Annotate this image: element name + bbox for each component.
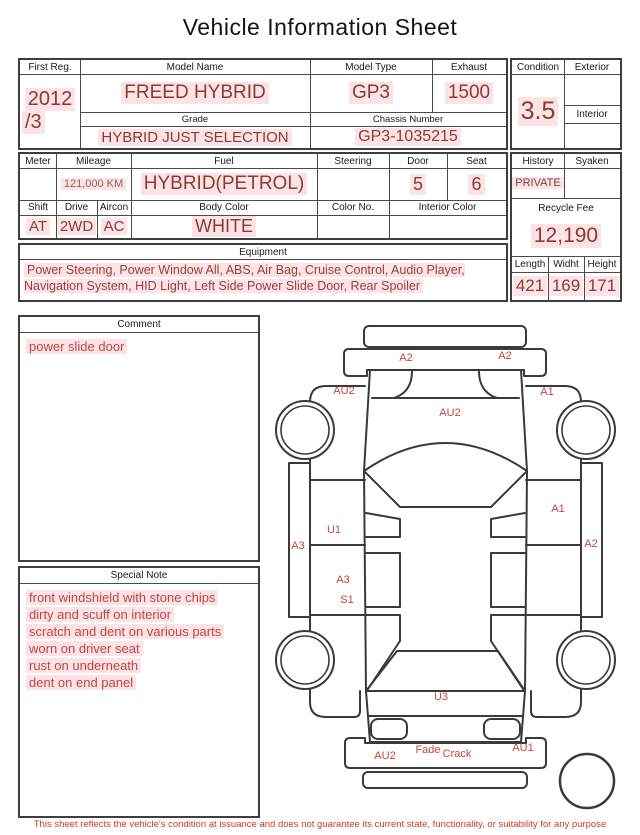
damage-mark: U1 (326, 524, 342, 536)
grade-value: HYBRID JUST SELECTION (80, 126, 310, 148)
special-note-line: front windshield with stone chips (26, 589, 254, 606)
special-note-line: dent on end panel (26, 674, 254, 691)
left-front-window-outline (366, 513, 400, 537)
damage-mark: AU2 (333, 385, 355, 397)
right-quarter-window-outline (491, 615, 525, 692)
model-name-value: FREED HYBRID (80, 74, 310, 112)
drive-label: Drive (64, 202, 89, 213)
page-title: Vehicle Information Sheet (182, 14, 458, 40)
car-damage-diagram (270, 315, 640, 812)
history-fee-table (510, 152, 622, 302)
special-note-box (18, 566, 260, 818)
condition-table (510, 58, 622, 150)
length-label: Length (514, 258, 546, 270)
damage-mark: Fade (415, 744, 441, 756)
height-value: 171 (584, 272, 620, 300)
damage-mark: A3 (291, 540, 305, 552)
chassis-number-value: GP3-1035215 (310, 126, 506, 148)
door-value: 5 (389, 168, 447, 200)
front-left-wheel (276, 401, 334, 459)
condition-value: 3.5 (512, 74, 564, 148)
damage-mark: AU2 (439, 407, 461, 419)
damage-mark: A3 (336, 574, 350, 586)
grid-line (564, 123, 620, 124)
damage-mark: S1 (340, 594, 354, 606)
right-taillight-outline (484, 719, 520, 739)
seat-value: 6 (447, 168, 506, 200)
comment-label: Comment (117, 319, 161, 330)
damage-mark: AU1 (512, 742, 534, 754)
drive-value: 2WD (56, 215, 97, 238)
fuel-label: Fuel (214, 155, 234, 167)
special-note-line: scratch and dent on various parts (26, 623, 254, 640)
model-type-label: Model Type (345, 61, 397, 73)
first-reg-value (20, 74, 80, 148)
windshield-outline (364, 443, 527, 507)
damage-mark: Crack (442, 748, 472, 760)
model-name-label: Model Name (166, 61, 224, 73)
equipment-label: Equipment (239, 246, 287, 258)
aircon-label: Aircon (99, 202, 129, 213)
height-label: Height (587, 258, 617, 270)
history-label: History (522, 155, 554, 167)
left-rear-window-outline (366, 553, 400, 607)
special-note-label: Special Note (110, 570, 168, 581)
comment-box (18, 315, 260, 562)
grid-line (20, 332, 258, 333)
recycle-fee-value: 12,190 (512, 216, 620, 256)
exhaust-label: Exhaust (450, 61, 488, 73)
damage-mark: A2 (584, 538, 598, 550)
mileage-value: 121,000 KM (56, 168, 131, 200)
special-note-line: worn on driver seat (26, 640, 254, 657)
rear-right-wheel (557, 631, 615, 689)
right-front-window-outline (491, 513, 525, 537)
special-note-line: rust on underneath (26, 657, 254, 674)
damage-mark: A1 (540, 386, 554, 398)
recycle-fee-label: Recycle Fee (538, 202, 594, 214)
spare-tire-outline (560, 754, 614, 808)
first-reg-month: /3 (22, 111, 45, 134)
grade-label: Grade (181, 113, 209, 125)
details-table (18, 152, 508, 240)
special-note-line: dirty and scuff on interior (26, 606, 254, 623)
rear-lower-strip-outline (363, 772, 527, 788)
damage-mark: U3 (433, 691, 449, 703)
interior-label: Interior (576, 108, 608, 120)
right-rear-window-outline (491, 553, 525, 607)
comment-text: power slide door (26, 338, 127, 355)
door-label: Door (407, 155, 429, 167)
first-reg-label: First Reg. (28, 61, 72, 73)
width-value: 169 (548, 272, 584, 300)
damage-mark: AU2 (374, 750, 396, 762)
exterior-label: Exterior (574, 61, 610, 73)
length-value: 421 (512, 272, 548, 300)
equipment-text: Power Steering, Power Window All, ABS, Air Bag, Cruise Control, Audio Player, Navigation System, HID Light, Left Side Power Slide Door, Rear Spoiler (24, 263, 465, 293)
shift-value: AT (20, 215, 56, 238)
mileage-label: Mileage (75, 155, 112, 167)
left-taillight-outline (371, 719, 407, 739)
interior-color-label: Interior Color (418, 202, 477, 213)
grid-line (20, 583, 258, 584)
disclaimer-text: This sheet reflects the vehicle's condition at issuance and does not guarantee its current state, functionality, or suitability for any purpose (33, 819, 607, 830)
chassis-number-label: Chassis Number (372, 113, 444, 125)
first-reg-year: 2012 (25, 88, 76, 111)
syaken-label: Syaken (575, 155, 609, 167)
special-note-text (26, 589, 254, 691)
body-color-value: WHITE (131, 215, 317, 238)
steering-label: Steering (334, 155, 372, 167)
exhaust-value: 1500 (432, 74, 506, 112)
aircon-value: AC (97, 215, 131, 238)
grid-line (20, 259, 506, 260)
damage-mark: A1 (551, 503, 565, 515)
rear-left-wheel (276, 631, 334, 689)
model-info-table (18, 58, 508, 150)
model-type-value: GP3 (310, 74, 432, 112)
condition-label: Condition (516, 61, 560, 73)
history-value: PRIVATE (512, 168, 564, 198)
damage-mark: A2 (498, 350, 512, 362)
color-no-label: Color No. (331, 202, 375, 213)
roof-panel-outline (364, 326, 526, 347)
meter-label: Meter (25, 155, 51, 167)
body-color-label: Body Color (199, 202, 249, 213)
front-right-wheel (557, 401, 615, 459)
width-label: Widht (553, 258, 579, 270)
front-bumper-outline (344, 349, 546, 376)
grid-line (512, 198, 620, 199)
seat-label: Seat (466, 155, 487, 167)
shift-label: Shift (27, 202, 48, 213)
fuel-value: HYBRID(PETROL) (131, 168, 317, 200)
damage-mark: A2 (399, 352, 413, 364)
equipment-box (18, 243, 508, 302)
